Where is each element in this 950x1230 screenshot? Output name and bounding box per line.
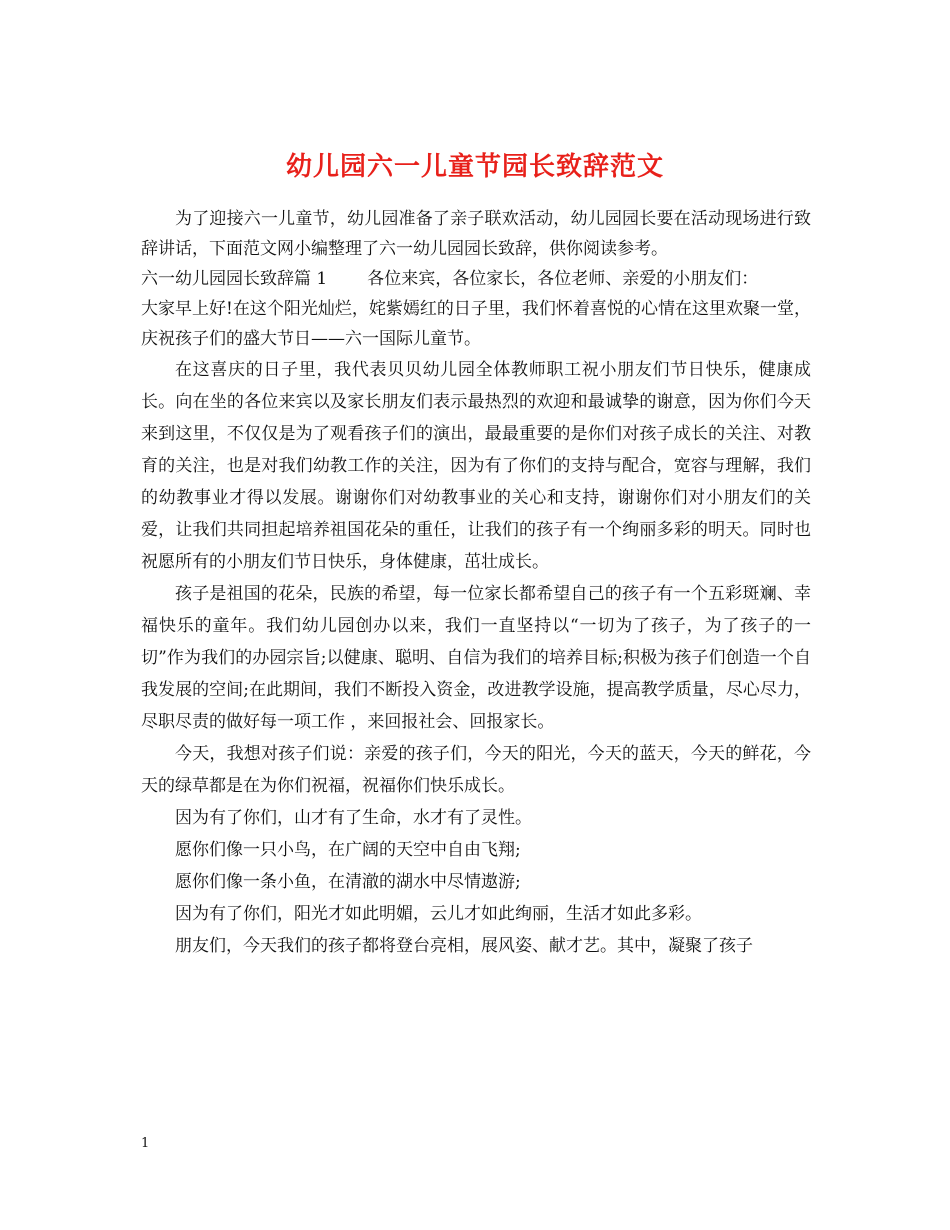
section-heading-line — [141, 264, 811, 294]
body-paragraph: 因为有了你们，阳光才如此明媚，云儿才如此绚丽，生活才如此多彩。 — [175, 904, 702, 924]
body-paragraph: 朋友们，今天我们的孩子都将登台亮相，展风姿、献才艺。其中，凝聚了孩子 — [175, 936, 753, 956]
intro-paragraph: 为了迎接六一儿童节，幼儿园准备了亲子联欢活动，幼儿园园长要在活动现场进行致辞讲话，下面范文网小编整理了六一幼儿园园长致辞，供你阅读参考。 — [141, 209, 811, 259]
body-paragraph: 因为有了你们，山才有了生命，水才有了灵性。 — [175, 808, 532, 828]
body-paragraph: 愿你们像一条小鱼，在清澈的湖水中尽情遨游; — [175, 872, 521, 892]
document-body — [141, 204, 811, 962]
document-title: 幼儿园六一儿童节园长致辞范文 — [285, 152, 664, 183]
greeting-paragraph: 大家早上好!在这个阳光灿烂，姹紫嫣红的日子里，我们怀着喜悦的心情在这里欢聚一堂，庆祝孩子们的盛大节日——六一国际儿童节。 — [141, 299, 811, 349]
section-heading: 六一幼儿园园长致辞篇 1 — [141, 269, 328, 289]
body-paragraph: 在这喜庆的日子里，我代表贝贝幼儿园全体教师职工祝小朋友们节日快乐，健康成长。向在坐的各位来宾以及家长朋友们表示最热烈的欢迎和最诚挚的谢意，因为你们今天来到这里，不仅仅是为了观看孩子们的演出，最最重要的是你们对孩子成长的关注、对教育的关注，也是对我们幼教工作的关注，因为有了你们的支持与配合，宽容与理解，我们的幼教事业才得以发展。谢谢你们对幼教事业的关心和支持，谢谢你们对小朋友们的关爱，让我们共同担起培养祖国花朵的重任，让我们的孩子有一个绚丽多彩的明天。同时也祝愿所有的小朋友们节日快乐，身体健康，茁壮成长。 — [141, 360, 811, 572]
salutation: 各位来宾，各位家长，各位老师、亲爱的小朋友们： — [367, 269, 759, 289]
page-number: 1 — [141, 1136, 150, 1151]
body-paragraph: 孩子是祖国的花朵，民族的希望，每一位家长都希望自己的孩子有一个五彩斑斓、幸福快乐的童年。我们幼儿园创办以来，我们一直坚持以“一切为了孩子，为了孩子的一切”作为我们的办园宗旨;以健康、聪明、自信为我们的培养目标;积极为孩子们创造一个自我发展的空间;在此期间，我们不断投入资金，改进教学设施，提高教学质量，尽心尽力，尽职尽责的做好每一项工作 ，来回报社会、回报家长。 — [141, 584, 811, 732]
body-paragraph: 愿你们像一只小鸟，在广阔的天空中自由飞翔; — [175, 840, 521, 860]
body-paragraph: 今天，我想对孩子们说：亲爱的孩子们，今天的阳光，今天的蓝天，今天的鲜花，今天的绿草都是在为你们祝福，祝福你们快乐成长。 — [141, 744, 811, 796]
